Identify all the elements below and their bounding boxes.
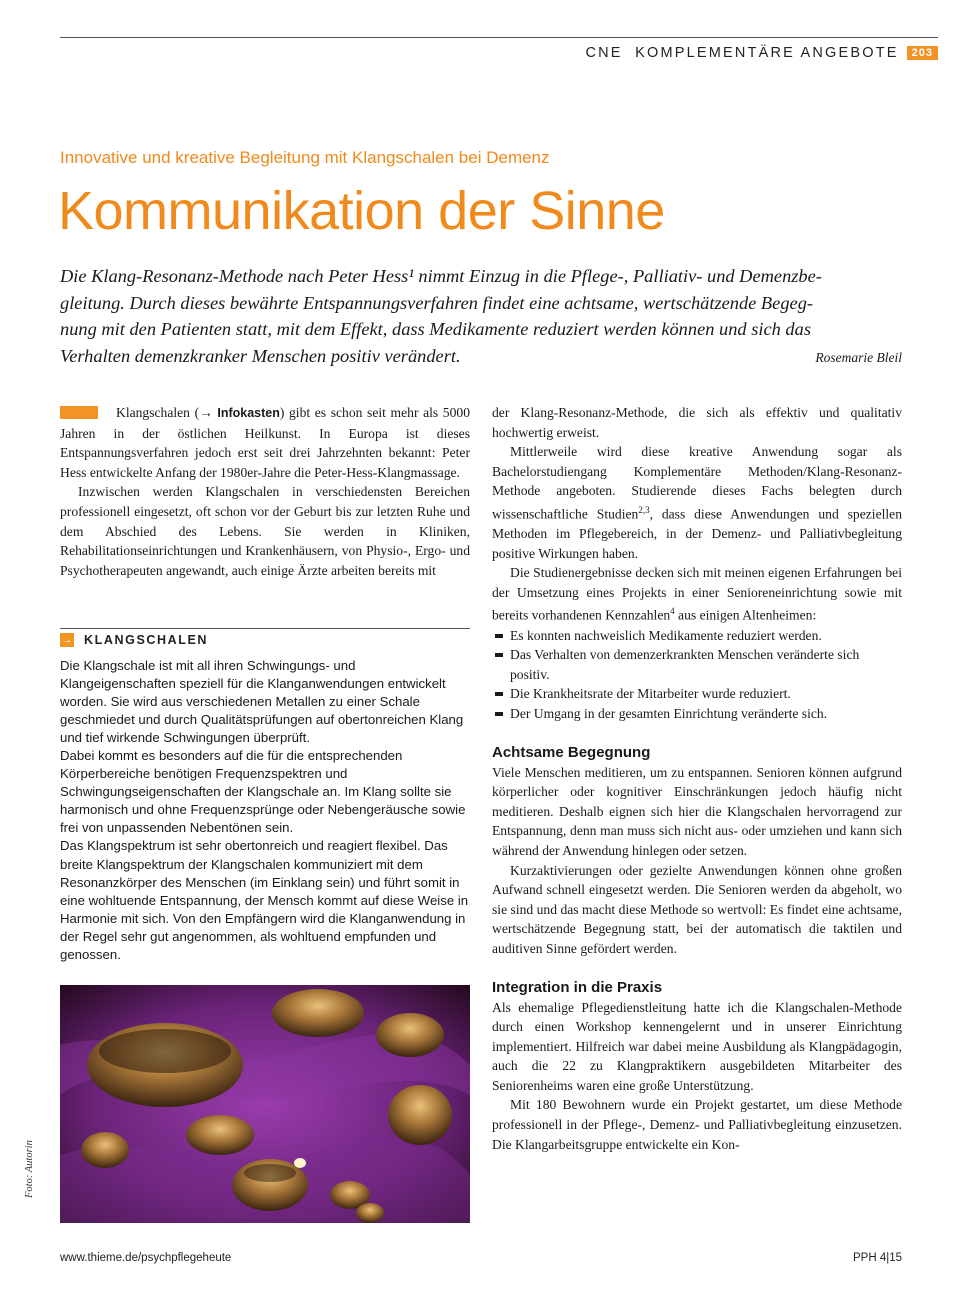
body-text: Die Studienergebnisse decken sich mit meinen eigenen Erfahrungen bei der Umsetzung eines Projekts in einer Senioreneinrichtung sowie mit bereits vorhandenen Kennzahlen [492, 565, 902, 623]
infobox-title: KLANGSCHALEN [84, 633, 209, 647]
infobox-link[interactable]: Infokasten [217, 406, 280, 420]
singing-bowls-illustration [60, 985, 470, 1223]
section-heading: Achtsame Begegnung [492, 743, 651, 761]
intro-text: Klangschalen (→ [116, 405, 218, 420]
section-label: CNE KOMPLEMENTÄRE ANGEBOTE [585, 45, 899, 61]
kicker: Innovative und kreative Begleitung mit Klangschalen bei Demenz [60, 148, 550, 167]
lead-line: nung mit den Patienten statt, mit dem Effekt, dass Medikamente reduziert werden können und sich das [60, 319, 811, 340]
body-text: aus einigen Altenheimen: [674, 608, 817, 623]
lead-line: Die Klang-Resonanz-Methode nach Peter Hess¹ nimmt Einzug in die Pflege-, Palliativ- und Demenzbe- [60, 266, 822, 286]
list-item: Das Verhalten von demenzerkrankten Menschen veränderte sich positiv. [492, 645, 902, 684]
infobox-paragraph: Das Klangspektrum ist sehr obertonreich und reagiert flexibel. Das breite Klangspektrum der Klangschalen kommuniziert mit dem Resonanzkörper des Menschen (im Einklang sein) und führt somit in eine wohltuende Entspannung, der Mensch kommt auf diese Weise in Harmonie mit sich. Von den Empfängern wird die Klanganwendung in der Regel sehr gut angenommen, als wohltuend empfunden und genossen. [60, 838, 469, 962]
intro-paragraph [60, 403, 470, 482]
lead-line: gleitung. Durch dieses bewährte Entspannungsverfahren findet eine achtsame, wertschätzende Begeg- [60, 292, 814, 313]
intro-text: ) gibt es schon seit mehr als 5000 Jahren in der östlichen Heilkunst. In Europa ist dieses Entspannungsverfahren jedoch erst seit drei Jahrzehnten bekannt: Peter Hess entwickelte Anfang der 1980er-Jahre die Peter-Hess-Klangmassage. [60, 405, 470, 480]
singing-bowls-photo [60, 985, 470, 1223]
body-paragraph: der Klang-Resonanz-Methode, die sich als effektiv und qualitativ hochwertig erweist. [492, 405, 902, 440]
body-paragraph: Inzwischen werden Klangschalen in verschiedensten Bereichen professionell eingesetzt, oft schon vor der Geburt bis zur letzten Ruhe und dem Abschied des Lebens. Sie werden in Kliniken, Rehabilitationseinrichtungen und Krankenhäusern, von Physio-, Ergo- und Psychotherapeuten angewandt, auch einige Ärzte arbeiten bereits mit [60, 484, 470, 578]
page-title: Kommunikation der Sinne [58, 181, 665, 241]
list-item: Der Umgang in der gesamten Einrichtung veränderte sich. [492, 704, 902, 724]
running-header [585, 45, 938, 61]
infobox-paragraph: Dabei kommt es besonders auf die für die entsprechenden Körperbereiche benötigen Frequenzspektren und Schwingungseigenschaften der Klangschale an. Im Klang sollte sie harmonisch und ohne Frequenzsprünge oder Nebengeräusche sowie frei von unpassenden Nebentönen sein. [60, 748, 466, 836]
body-text: Mittlerweile wird diese kreative Anwendung sogar als Bachelorstudiengang Komplementäre Methoden/Klang-Resonanz-Methode angeboten. Studierende dieses Fachs belegten durch wissenschaftliche Studien [492, 444, 902, 522]
infobox-body [60, 657, 470, 964]
photo-credit: Foto: Autorin [24, 1140, 35, 1198]
lead-paragraph [60, 263, 902, 371]
body-paragraph: Kurzaktivierungen oder gezielte Anwendungen können ohne großen Aufwand schnell eingesetzt werden. Die Senioren werden da abgeholt, wo sie sind und das macht diese Methode so wertvoll: Es findet eine achtsame, wertschätzende Begegnung statt, bei der automatisch die taktilen und auditiven Sinne gefördert werden. [492, 862, 902, 956]
footer-issue: PPH 4|15 [852, 1252, 902, 1264]
body-text: , dass diese Anwendungen und speziellen Methoden im Pflegebereich, in der Demenz- und Palliativbegleitung positive Wirkungen haben. [492, 506, 902, 561]
body-paragraph [492, 442, 902, 563]
footnote-ref[interactable]: 4 [670, 606, 675, 617]
left-column [60, 403, 470, 580]
body-paragraph: Viele Menschen meditieren, um zu entspannen. Senioren können aufgrund körperlicher oder kognitiver Einschränkungen jedoch häufig nicht meditieren. Deshalb eignen sich hier die Klangschalen hervorragend zur Entspannung, denn man muss sich nicht aus- oder umziehen und kann sich während der Anwendung hinlegen oder setzen. [492, 764, 902, 858]
footnote-ref[interactable]: 2,3 [638, 504, 650, 515]
right-column [492, 403, 902, 1154]
top-rule [60, 37, 938, 38]
body-paragraph: Als ehemalige Pflegedienstleitung hatte ich die Klangschalen-Methode durch einen Workshop kennengelernt und in unserer Einrichtung implementiert. Hilfreich war dabei meine Ausbildung als Klangpädagogin, auch die 22 zu Klangpraktikern ausgebildeten Mitarbeiter des Seniorenheims waren eine große Unterstützung. [492, 999, 902, 1093]
section-heading: Integration in die Praxis [492, 978, 663, 996]
footer-url[interactable]: www.thieme.de/psychpflegeheute [60, 1252, 232, 1264]
infobox-header [60, 633, 208, 647]
list-item: Die Krankheitsrate der Mitarbeiter wurde reduziert. [492, 684, 902, 704]
body-paragraph [492, 563, 902, 625]
body-paragraph: Mit 180 Bewohnern wurde ein Projekt gestartet, um diese Methode professionell in der Pflege-, Demenz- und Palliativbegleitung einzusetzen. Die Klangarbeitsgruppe entwickelte ein Kon- [492, 1097, 902, 1152]
page-number-badge: 203 [907, 46, 938, 60]
arrow-icon: → [61, 634, 73, 646]
infobox-rule [60, 628, 470, 629]
lead-line: Verhalten demenzkranker Menschen positiv verändert. [60, 345, 461, 366]
infobox-paragraph: Die Klangschale ist mit all ihren Schwingungs- und Klangeigenschaften speziell für die Klanganwendungen entwickelt worden. Sie wird aus verschiedenen Metallen zu einer Schale geschmiedet und durch Qualitätsprüfungen auf obertonreichen Klang und tief wirkende Schwingungen überprüft. [60, 658, 464, 746]
author-byline: Rosemarie Bleil [815, 349, 902, 365]
results-list [492, 626, 902, 724]
list-item: Es konnten nachweislich Medikamente reduziert werden. [492, 626, 902, 646]
